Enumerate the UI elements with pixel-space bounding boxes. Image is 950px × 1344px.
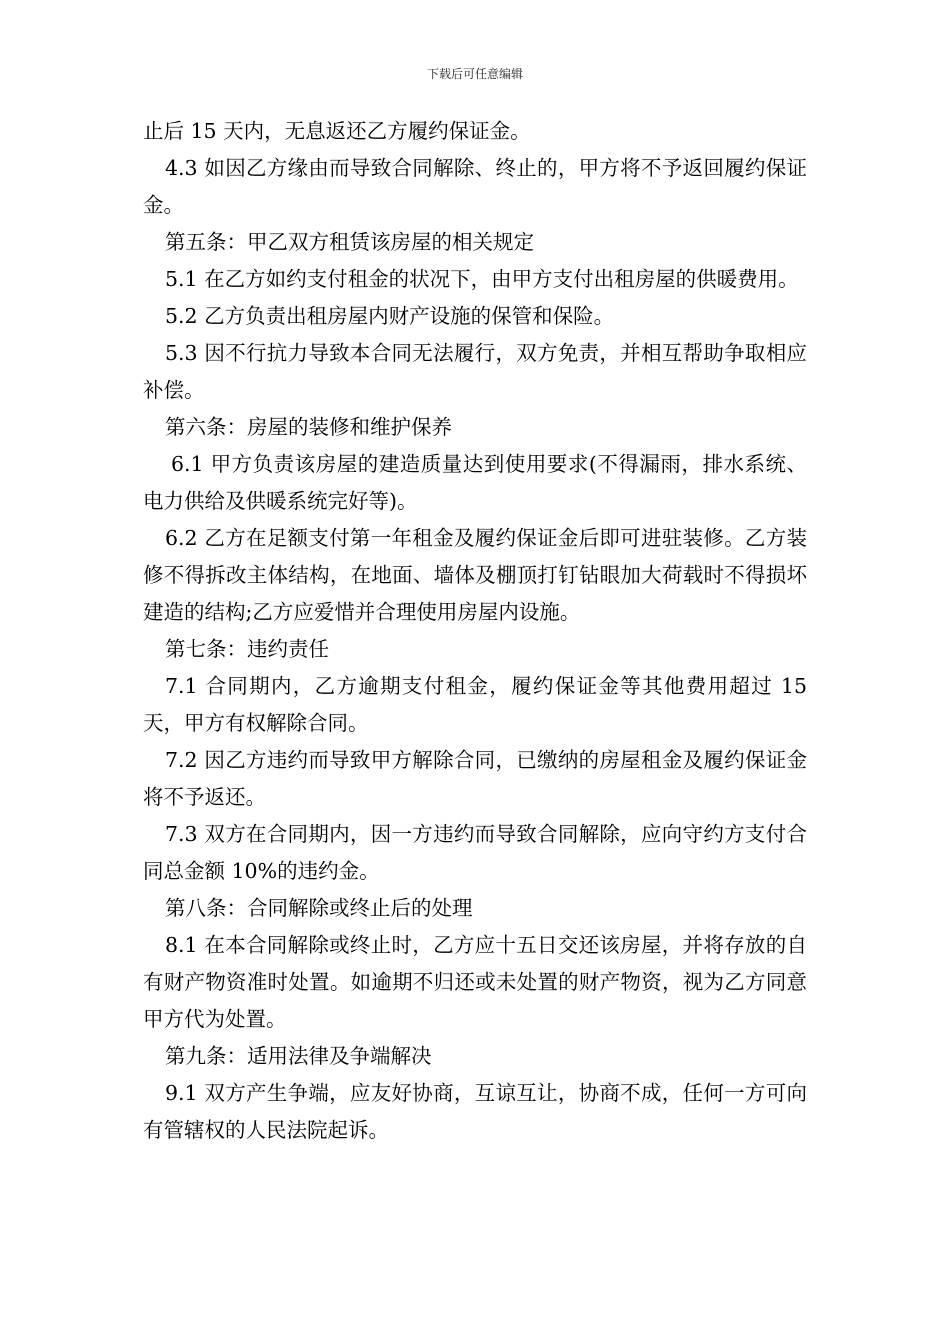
document-body [143,113,807,1149]
clause-5-3: 5.3 因不行抗力导致本合同无法履行，双方免责，并相互帮助争取相应补偿。 [143,341,807,402]
clause-5-1: 5.1 在乙方如约支付租金的状况下，由甲方支付出租房屋的供暖费用。 [165,267,799,291]
article-6-heading: 第六条：房屋的装修和维护保养 [165,415,452,439]
article-8-heading: 第八条：合同解除或终止后的处理 [165,896,473,920]
article-9-heading: 第九条：适用法律及争端解决 [165,1044,432,1068]
clause-9-1: 9.1 双方产生争端，应友好协商，互谅互让，协商不成，任何一方可向有管辖权的人民法院起诉。 [143,1081,807,1142]
clause-6-2: 6.2 乙方在足额支付第一年租金及履约保证金后即可进驻装修。乙方装修不得拆改主体结构，在地面、墙体及棚顶打钉钻眼加大荷载时不得损坏建造的结构;乙方应爱惜并合理使用房屋内设施。 [143,526,807,624]
clause-7-2: 7.2 因乙方违约而导致甲方解除合同，已缴纳的房屋租金及履约保证金将不予返还。 [143,748,807,809]
paragraph-continuation: 止后 15 天内，无息返还乙方履约保证金。 [143,119,531,143]
clause-5-2: 5.2 乙方负责出租房屋内财产设施的保管和保险。 [165,304,615,328]
article-7-heading: 第七条：违约责任 [165,637,329,661]
clause-6-1: 6.1 甲方负责该房屋的建造质量达到使用要求(不得漏雨，排水系统、电力供给及供暖系统完好等)。 [143,452,807,513]
page-header: 下载后可任意编辑 [426,67,523,81]
article-5-heading: 第五条：甲乙双方租赁该房屋的相关规定 [165,230,534,254]
clause-7-3: 7.3 双方在合同期内，因一方违约而导致合同解除，应向守约方支付合同总金额 10%的违约金。 [143,822,807,883]
clause-7-1: 7.1 合同期内，乙方逾期支付租金，履约保证金等其他费用超过 15 天，甲方有权解除合同。 [143,674,807,735]
clause-4-3: 4.3 如因乙方缘由而导致合同解除、终止的，甲方将不予返回履约保证金。 [143,156,807,217]
clause-8-1: 8.1 在本合同解除或终止时，乙方应十五日交还该房屋，并将存放的自有财产物资准时处置。如逾期不归还或未处置的财产物资，视为乙方同意甲方代为处置。 [143,933,807,1031]
